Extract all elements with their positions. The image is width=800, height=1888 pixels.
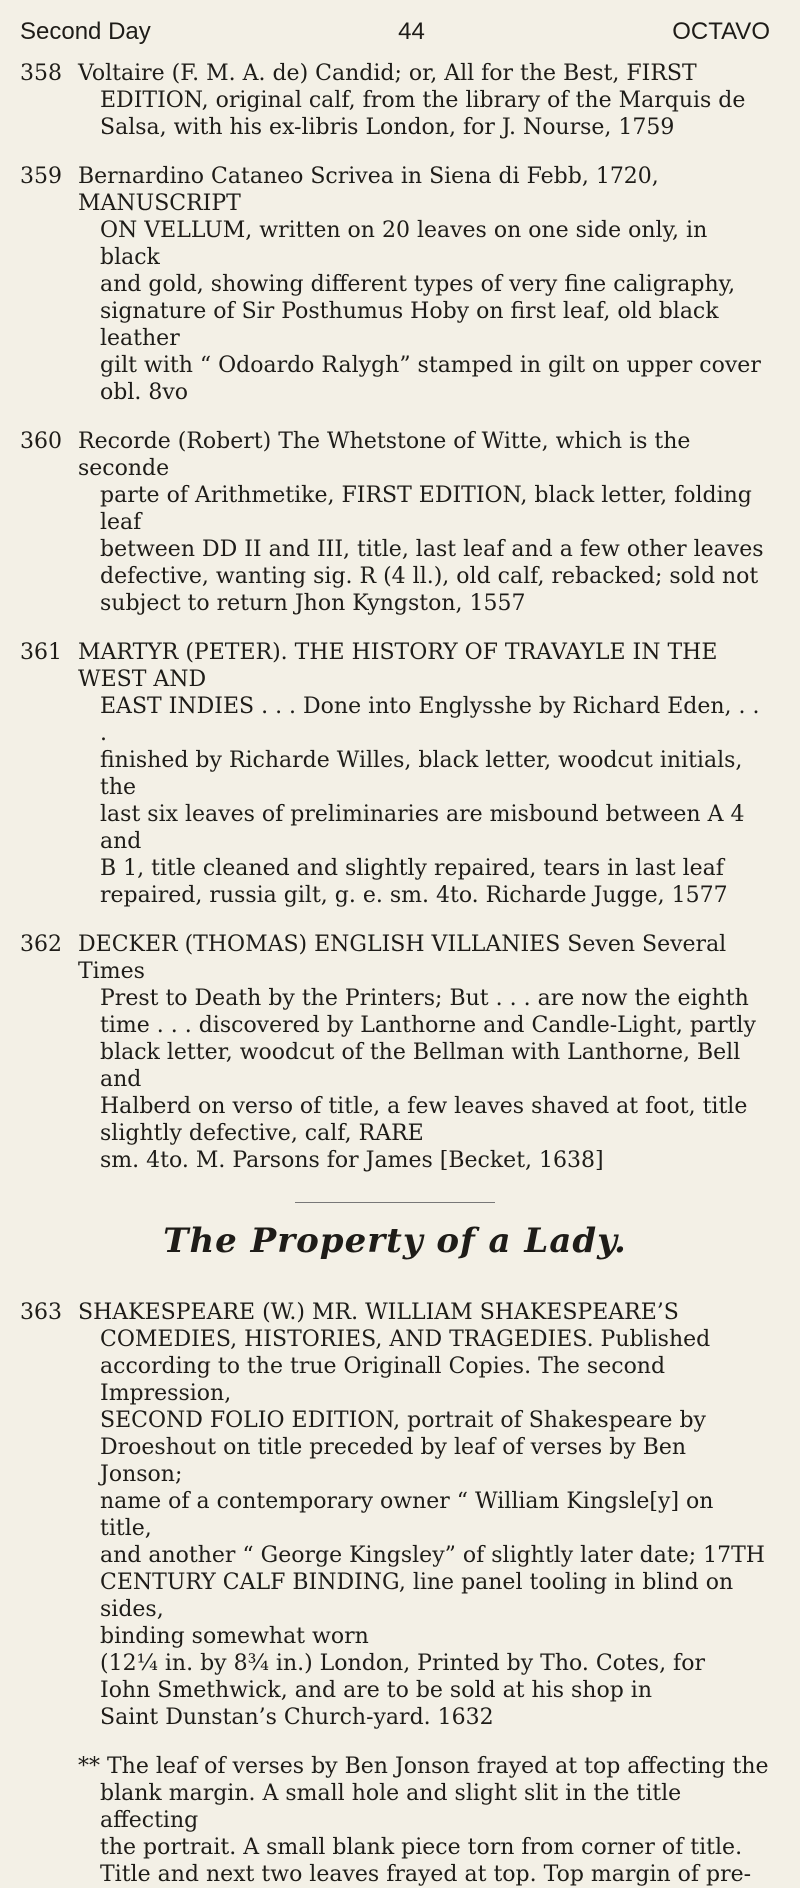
description-line: MARTYR (PETER). THE HISTORY OF TRAVAYLE IN THE WEST AND [78, 640, 718, 692]
description-line: Halberd on verso of title, a few leaves shaved at foot, title [100, 1094, 748, 1119]
description-line: binding somewhat worn [100, 1624, 369, 1649]
description-line: Droeshout on title preceded by leaf of verses by Ben Jonson; [100, 1435, 687, 1487]
note-line: ** The leaf of verses by Ben Jonson frayed at top affecting the [78, 1754, 769, 1779]
page-number: 44 [398, 18, 425, 45]
description-line: Bernardino Cataneo Scrivea in Siena di Febb, 1720, MANUSCRIPT [78, 164, 659, 216]
lot-361 [20, 639, 770, 909]
lot-note [20, 1753, 770, 1888]
section-divider [295, 1202, 495, 1203]
description-line: between DD II and III, title, last leaf and a few other leaves [100, 537, 764, 562]
description-line: time . . . discovered by Lanthorne and Candle-Light, partly [100, 1013, 756, 1038]
lot-description [78, 639, 770, 909]
description-line: COMEDIES, HISTORIES, AND TRAGEDIES. Published [100, 1327, 711, 1352]
lot-number: 359 [20, 164, 62, 189]
description-line: sm. 4to. M. Parsons for James [Becket, 1638] [100, 1148, 604, 1173]
description-line: according to the true Originall Copies. The second Impression, [100, 1354, 666, 1406]
description-line: SHAKESPEARE (W.) MR. WILLIAM SHAKESPEARE’S [78, 1300, 679, 1325]
description-line: Voltaire (F. M. A. de) Candid; or, All for the Best, FIRST [78, 61, 697, 86]
description-line: obl. 8vo [100, 380, 189, 405]
lot-list [20, 60, 770, 1174]
description-line: parte of Arithmetike, FIRST EDITION, black letter, folding leaf [100, 483, 752, 535]
description-line: black letter, woodcut of the Bellman with Lanthorne, Bell and [100, 1040, 741, 1092]
lot-359 [20, 163, 770, 406]
lot-number: 361 [20, 640, 62, 665]
lot-description [78, 1299, 770, 1731]
description-line: and another “ George Kingsley” of slightly later date; 17TH [100, 1543, 765, 1568]
description-line: Iohn Smethwick, and are to be sold at his shop in [100, 1678, 652, 1703]
description-line: finished by Richarde Willes, black letter, woodcut initials, the [100, 748, 743, 800]
description-line: ON VELLUM, written on 20 leaves on one side only, in black [100, 218, 708, 270]
description-line: slightly defective, calf, RARE [100, 1121, 424, 1146]
description-line: and gold, showing different types of very fine caligraphy, [100, 272, 736, 297]
description-line: name of a contemporary owner “ William Kingsle[y] on title, [100, 1489, 714, 1541]
note-line: blank margin. A small hole and slight slit in the title affecting [100, 1781, 682, 1833]
lot-description [78, 428, 770, 617]
description-line: EDITION, original calf, from the library of the Marquis de [100, 88, 746, 113]
description-line: Prest to Death by the Printers; But . . . are now the eighth [100, 986, 749, 1011]
lot-description [78, 60, 770, 141]
description-line: CENTURY CALF BINDING, line panel tooling in blind on sides, [100, 1570, 734, 1622]
description-line: EAST INDIES . . . Done into Englysshe by Richard Eden, . . . [100, 694, 760, 746]
lot-description [78, 931, 770, 1174]
description-line: B 1, title cleaned and slightly repaired, tears in last leaf [100, 856, 724, 881]
lot-358 [20, 60, 770, 141]
description-line: signature of Sir Posthumus Hoby on first leaf, old black leather [100, 299, 719, 351]
description-line: repaired, russia gilt, g. e. sm. 4to. Richarde Jugge, 1577 [100, 883, 728, 908]
description-line: Salsa, with his ex-libris London, for J. Nourse, 1759 [100, 115, 675, 140]
lot-363 [20, 1299, 770, 1731]
description-line: subject to return Jhon Kyngston, 1557 [100, 591, 526, 616]
description-line: gilt with “ Odoardo Ralygh” stamped in gilt on upper cover [100, 353, 761, 378]
page-header [20, 18, 770, 46]
description-line: DECKER (THOMAS) ENGLISH VILLANIES Seven Several Times [78, 932, 727, 984]
description-line: defective, wanting sig. R (4 ll.), old calf, rebacked; sold not [100, 564, 759, 589]
note-line: the portrait. A small blank piece torn from corner of title. [100, 1835, 743, 1860]
lot-description [78, 163, 770, 406]
lot-360 [20, 428, 770, 617]
lot-number: 360 [20, 429, 62, 454]
description-line: SECOND FOLIO EDITION, portrait of Shakespeare by [100, 1408, 706, 1433]
section-title: The Property of a Lady. [163, 1221, 627, 1261]
description-line: Saint Dunstan’s Church-yard. 1632 [100, 1705, 494, 1730]
description-line: Recorde (Robert) The Whetstone of Witte, which is the seconde [78, 429, 691, 481]
lot-362 [20, 931, 770, 1174]
lot-number: 358 [20, 61, 62, 86]
header-format: OCTAVO [672, 18, 770, 45]
lot-number: 362 [20, 932, 62, 957]
note-line: Title and next two leaves frayed at top. Top margin of pre- [100, 1862, 752, 1887]
description-line: (12¼ in. by 8¾ in.) London, Printed by Tho. Cotes, for [100, 1651, 705, 1676]
description-line: last six leaves of preliminaries are misbound between A 4 and [100, 802, 745, 854]
header-day: Second Day [20, 18, 151, 45]
lot-number: 363 [20, 1300, 62, 1325]
